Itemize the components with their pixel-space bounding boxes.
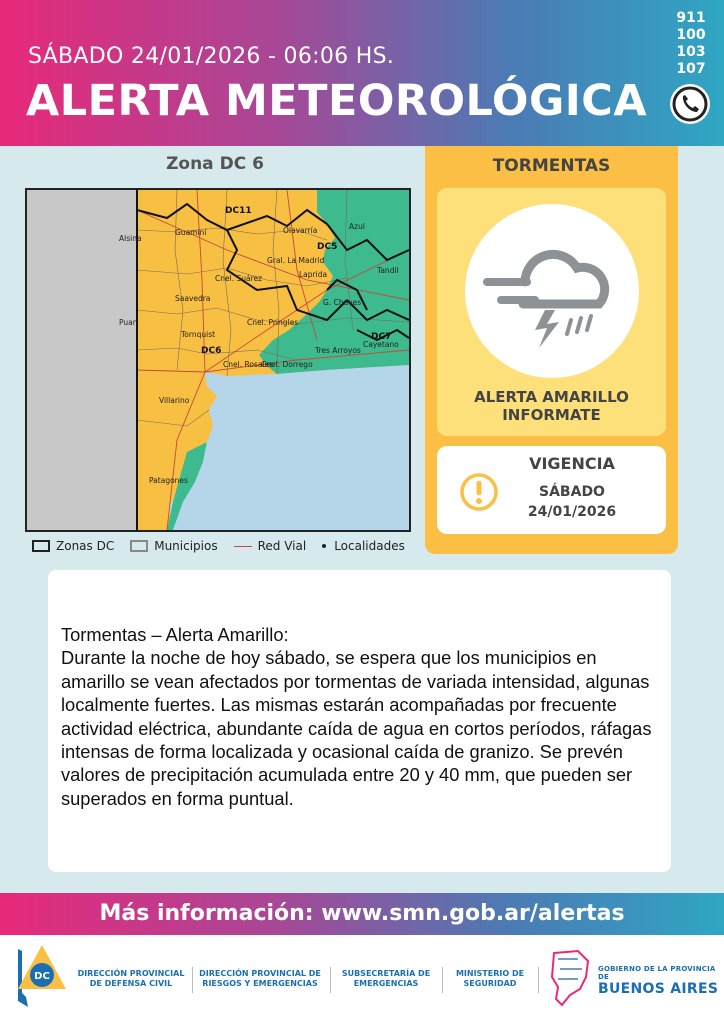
map-title: Zona DC 6 xyxy=(166,154,264,174)
institutional-footer xyxy=(0,935,724,1024)
alert-panel xyxy=(425,146,678,554)
validity-date: 24/01/2026 xyxy=(527,504,617,520)
phone-number: 100 xyxy=(676,27,706,43)
org-ministerio: MINISTERIO DE SEGURIDAD xyxy=(455,969,525,988)
map-zone-label: DC7 xyxy=(371,332,392,342)
org-riesgos: DIRECCIÓN PROVINCIAL DE RIESGOS Y EMERGENCIAS xyxy=(199,969,321,988)
legend-localities: Localidades xyxy=(322,539,405,553)
more-info-link[interactable]: Más información: www.smn.gob.ar/alertas xyxy=(99,901,625,926)
logo-label: DC xyxy=(34,971,50,982)
map-locality-label: Azul xyxy=(349,222,365,231)
map-locality-label: G. Chaves xyxy=(323,298,362,307)
phone-icon xyxy=(670,84,710,124)
province-map-icon xyxy=(548,949,592,1007)
map-locality-label: Puan xyxy=(119,318,138,327)
map-locality-label: Patagones xyxy=(149,476,188,485)
legend-municipalities-swatch xyxy=(130,540,148,552)
map-locality-label: Laprida xyxy=(299,270,328,279)
org-subsecretaria: SUBSECRETARÍA DE EMERGENCIAS xyxy=(341,969,431,988)
org-defensa-civil: DIRECCIÓN PROVINCIAL DE DEFENSA CIVIL xyxy=(77,969,185,988)
phone-number: 107 xyxy=(676,61,706,77)
alert-date: SÁBADO 24/01/2026 - 06:06 HS. xyxy=(28,44,395,69)
map-locality-label: Cnel. Rosales xyxy=(223,360,274,369)
gov-line1: GOBIERNO DE LA PROVINCIA DE xyxy=(598,965,716,981)
emergency-phones xyxy=(666,10,716,78)
map-locality-label: Cnel. Pringles xyxy=(247,318,299,327)
phone-number: 103 xyxy=(676,44,706,60)
map-locality-label: Gral. La Madrid xyxy=(267,256,325,265)
legend-roads-swatch xyxy=(234,546,252,547)
description-heading: Tormentas – Alerta Amarillo: xyxy=(61,624,289,645)
exclamation-icon xyxy=(459,472,499,516)
alert-card xyxy=(437,188,666,436)
separator xyxy=(330,967,331,993)
map-zone-label: DC5 xyxy=(317,242,338,252)
legend-zones-swatch xyxy=(32,540,50,552)
map-locality-label: Cnel. Dorrego xyxy=(261,360,313,369)
separator xyxy=(192,967,193,993)
map-locality-label: Olavarría xyxy=(283,226,318,235)
legend-zones: Zonas DC xyxy=(32,539,114,553)
map-locality-label: Cnel. Suárez xyxy=(215,274,263,283)
alert-level xyxy=(437,388,666,424)
map-locality-label: Saavedra xyxy=(175,294,211,303)
defensa-civil-logo xyxy=(14,941,70,1011)
phenomenon-title: TORMENTAS xyxy=(492,156,611,176)
alert-level-line1: ALERTA AMARILLO xyxy=(474,388,629,406)
legend-roads: Red Vial xyxy=(234,539,307,553)
description-text xyxy=(61,623,657,810)
map-zone-label: DC11 xyxy=(225,206,252,216)
storm-cloud-icon xyxy=(465,204,639,378)
gov-line2: BUENOS AIRES xyxy=(598,981,719,997)
map-locality-label: Villarino xyxy=(159,396,190,405)
map-zone-label: DC6 xyxy=(201,346,222,356)
gov-logo-text xyxy=(598,965,724,997)
legend-localities-swatch xyxy=(322,544,326,548)
page-title: ALERTA METEOROLÓGICA xyxy=(26,76,648,126)
map-legend xyxy=(32,539,405,553)
map-locality-label: Guaminí xyxy=(175,228,207,237)
validity-card xyxy=(437,446,666,534)
legend-municipalities: Municipios xyxy=(130,539,217,553)
map-locality-label: Tres Arroyos xyxy=(315,346,361,355)
icon-circle xyxy=(465,204,639,378)
map-locality-label: Alsina xyxy=(119,234,142,243)
description-box xyxy=(48,570,671,872)
map-locality-label: Tandil xyxy=(377,266,399,275)
validity-title: VIGENCIA xyxy=(529,454,615,473)
separator xyxy=(442,967,443,993)
map-locality-label: Tornquist xyxy=(181,330,216,339)
header-banner xyxy=(0,0,724,146)
separator xyxy=(538,967,539,993)
map-locality-label: Cayetano xyxy=(363,340,399,349)
description-body: Durante la noche de hoy sábado, se espera que los municipios en amarillo se vean afectados por tormentas de variada intensidad, algunas localmente fuertes. Las mismas estarán acompañadas por frecuente actividad eléctrica, abundante caída de agua en cortos períodos, ráfagas intensas de forma localizada y ocasional caída de granizo. Se prevén valores de precipitación acumulada entre 20 y 40 mm, que pueden ser superados en forma puntual. xyxy=(61,647,652,809)
validity-day: SÁBADO xyxy=(539,484,605,500)
phone-number: 911 xyxy=(676,10,706,26)
more-info-bar xyxy=(0,893,724,935)
zone-map xyxy=(25,188,411,532)
alert-level-line2: INFORMATE xyxy=(502,406,601,424)
